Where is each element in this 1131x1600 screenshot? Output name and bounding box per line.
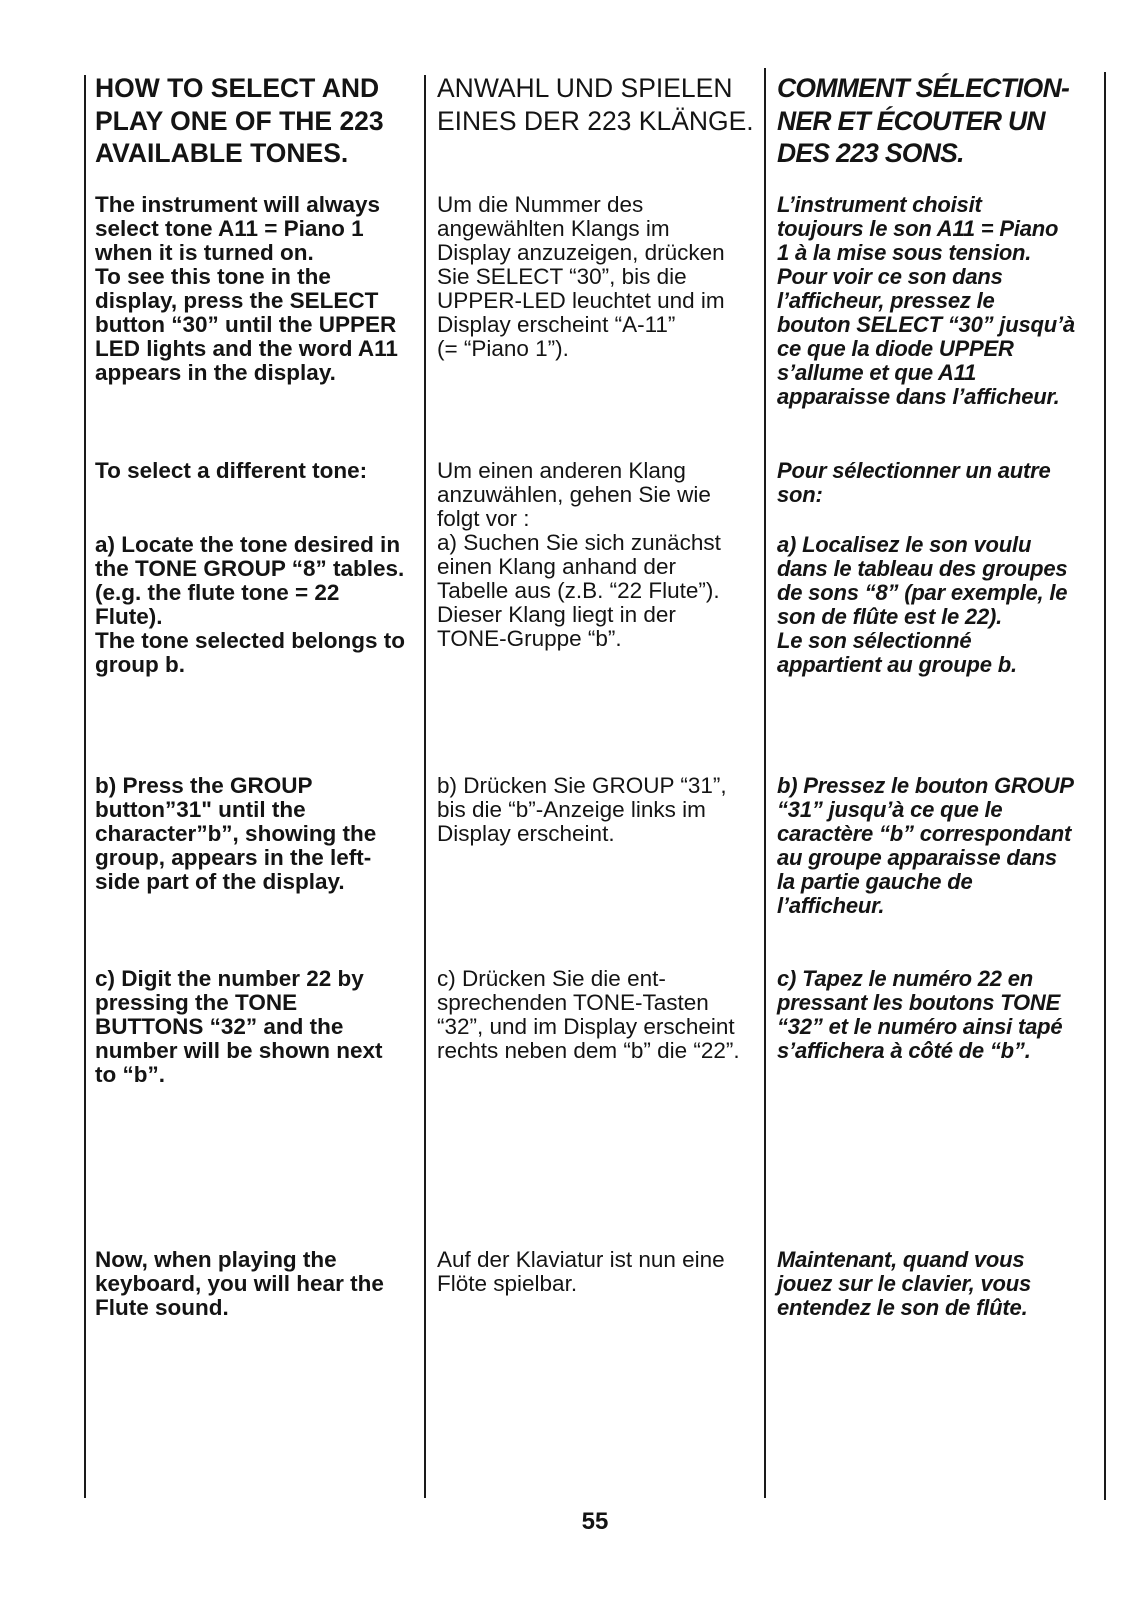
column-rule-left [84, 75, 86, 1498]
page-number: 55 [581, 1508, 609, 1535]
result-english: Now, when playing the keyboard, you will hear the Flute sound. [95, 1247, 384, 1320]
heading-french: COMMENT SÉLECTION- NER ET ÉCOUTER UN DES 223 SONS. [777, 73, 1070, 168]
heading-german: ANWAHL UND SPIELEN EINES DER 223 KLÄNGE. [437, 73, 754, 136]
result-german: Auf der Klaviatur ist nun eine Flöte spielbar. [437, 1247, 725, 1296]
result-french: Maintenant, quand vous jouez sur le clavier, vous entendez le son de flûte. [777, 1247, 1032, 1320]
step-a-french: a) Localisez le son voulu dans le tableau des groupes de sons “8” (par exemple, le son de flûte est le 22). Le son sélectionné appartient au groupe b. [777, 532, 1068, 677]
heading-english: HOW TO SELECT AND PLAY ONE OF THE 223 AVAILABLE TONES. [95, 73, 384, 168]
intro-german: Um die Nummer des angewählten Klangs im Display anzuzeigen, drücken Sie SELECT “30”, bis die UPPER-LED leuchtet und im Display erscheint “A-11” (= “Piano 1”). [437, 192, 725, 361]
step-b-english: b) Press the GROUP button”31" until the character”b”, showing the group, appears in the left- side part of the display. [95, 773, 377, 894]
select-other-english: To select a different tone: [95, 458, 368, 483]
column-rule-german-french [764, 68, 766, 1498]
step-b-french: b) Pressez le bouton GROUP “31” jusqu’à ce que le caractère “b” correspondant au groupe apparaisse dans la partie gauche de l’afficheur. [777, 773, 1074, 918]
step-c-german: c) Drücken Sie die ent- sprechenden TONE-Tasten “32”, und im Display erscheint rechts neben dem “b” die “22”. [437, 966, 740, 1063]
column-rule-right [1104, 72, 1106, 1500]
intro-french: L’instrument choisit toujours le son A11 = Piano 1 à la mise sous tension. Pour voir ce son dans l’afficheur, pressez le bouton SELECT “30” jusqu’à ce que la diode UPPER s’allume et que A11 apparaisse dans l’afficheur. [777, 192, 1075, 409]
select-other-german: Um einen anderen Klang anzuwählen, gehen Sie wie folgt vor : a) Suchen Sie sich zunächst einen Klang anhand der Tabelle aus (z.B. “22 Flute”). Dieser Klang liegt in der TONE-Gruppe “b”. [437, 458, 721, 651]
intro-english: The instrument will always select tone A11 = Piano 1 when it is turned on. To see this tone in the display, press the SELECT button “30” until the UPPER LED lights and the word A11 appears in the display. [95, 192, 398, 385]
step-c-french: c) Tapez le numéro 22 en pressant les boutons TONE “32” et le numéro ainsi tapé s’affichera à côté de “b”. [777, 966, 1063, 1063]
step-a-english: a) Locate the tone desired in the TONE GROUP “8” tables. (e.g. the flute tone = 22 Flute). The tone selected belongs to group b. [95, 532, 406, 677]
select-other-french: Pour sélectionner un autre son: [777, 458, 1051, 507]
column-rule-english-german [424, 75, 426, 1498]
step-b-german: b) Drücken Sie GROUP “31”, bis die “b”-Anzeige links im Display erscheint. [437, 773, 727, 846]
step-c-english: c) Digit the number 22 by pressing the TONE BUTTONS “32” and the number will be shown next to “b”. [95, 966, 383, 1087]
